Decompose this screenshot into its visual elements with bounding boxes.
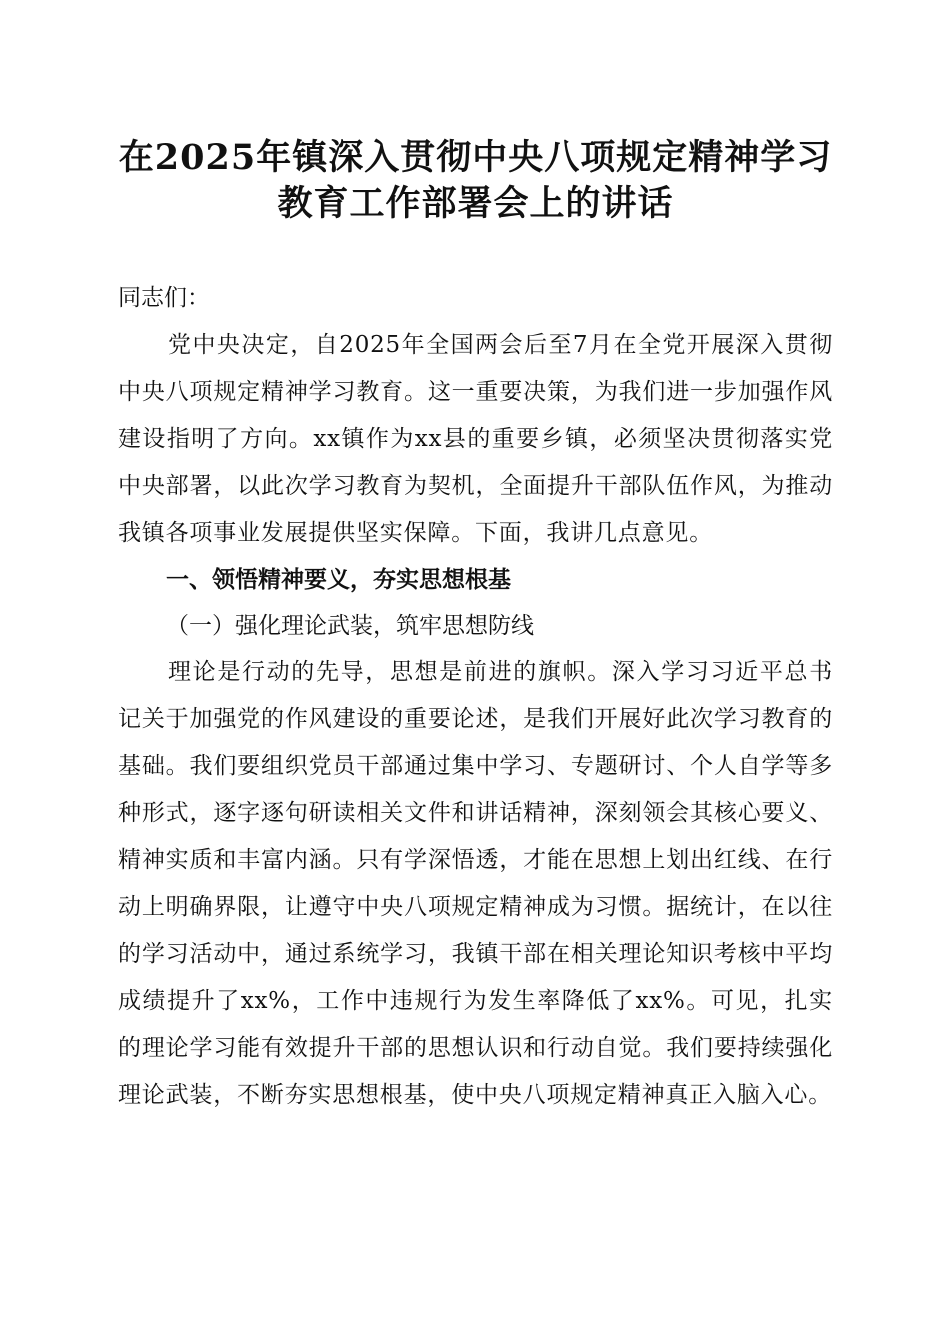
subsection-heading-1: （一）强化理论武装，筑牢思想防线 <box>166 613 534 639</box>
subsection-1-paragraph: 理论是行动的先导，思想是前进的旗帜。深入学习习近平总书记关于加强党的作风建设的重要论述，是我们开展好此次学习教育的基础。我们要组织党员干部通过集中学习、专题研讨、个人自学等多种形式，逐字逐句研读相关文件和讲话精神，深刻领会其核心要义、精神实质和丰富内涵。只有学深悟透，才能在思想上划出红线、在行动上明确界限，让遵守中央八项规定精神成为习惯。据统计，在以往的学习活动中，通过系统学习，我镇干部在相关理论知识考核中平均成绩提升了xx%，工作中违规行为发生率降低了xx%。可见，扎实的理论学习能有效提升干部的思想认识和行动自觉。我们要持续强化理论武装，不断夯实思想根基，使中央八项规定精神真正入脑入心。 <box>118 659 833 1108</box>
title-line-2: 教育工作部署会上的讲话 <box>277 183 674 224</box>
salutation: 同志们： <box>118 285 210 311</box>
title-line-1: 在2025年镇深入贯彻中央八项规定精神学习 <box>118 137 833 178</box>
document-page <box>118 135 833 1119</box>
section-heading-1: 一、领悟精神要义，夯实思想根基 <box>166 567 511 593</box>
intro-paragraph: 党中央决定，自2025年全国两会后至7月在全党开展深入贯彻中央八项规定精神学习教育。这一重要决策，为我们进一步加强作风建设指明了方向。xx镇作为xx县的重要乡镇，必须坚决贯彻落实党中央部署，以此次学习教育为契机，全面提升干部队伍作风，为推动我镇各项事业发展提供坚实保障。下面，我讲几点意见。 <box>118 332 833 546</box>
document-body <box>118 275 833 1119</box>
document-title <box>118 135 833 227</box>
